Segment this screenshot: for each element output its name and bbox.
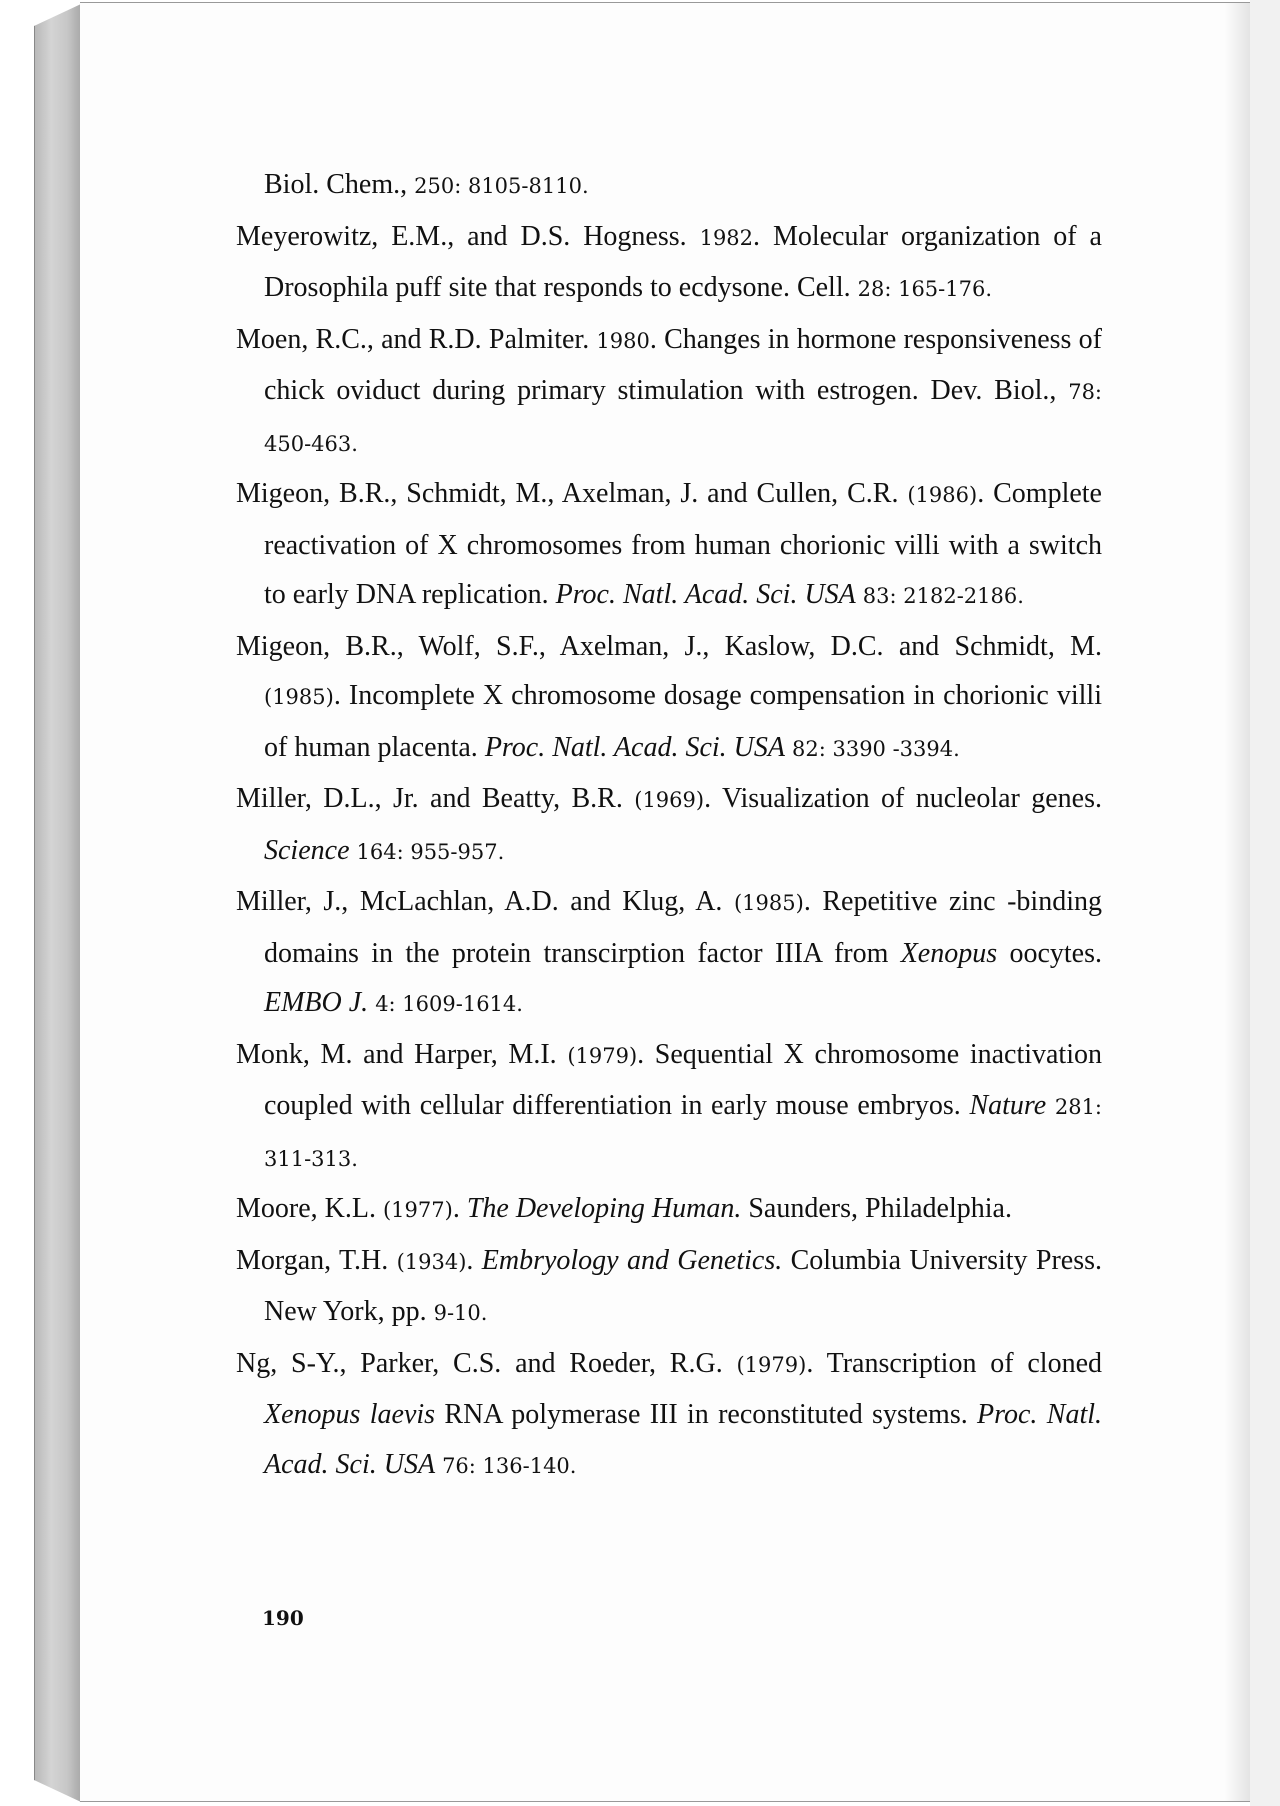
- reference-entry: [236, 160, 1102, 212]
- reference-text: Meyerowitz, E.M., and D.S. Hogness.: [236, 220, 700, 252]
- citation-number: 82: 3390 -3394.: [792, 736, 960, 761]
- reference-text: . Changes in hormone responsiveness of chick oviduct during primary stimulation with estrogen. Dev. Biol.,: [264, 323, 1102, 406]
- italic-text: Proc. Natl. Acad. Sci. USA: [555, 579, 856, 610]
- italic-text: Proc. Natl. Acad. Sci. USA: [264, 1399, 1102, 1480]
- reference-entry: [236, 877, 1102, 1030]
- reference-text: Migeon, B.R., Schmidt, M., Axelman, J. and Cullen, C.R.: [236, 478, 908, 509]
- italic-text: Science: [264, 834, 350, 866]
- citation-number: (1979): [736, 1352, 807, 1377]
- citation-number: (1977): [382, 1198, 453, 1222]
- book-spine: [34, 4, 81, 1802]
- reference-text: Miller, J., McLachlan, A.D. and Klug, A.: [236, 886, 734, 917]
- reference-text: Moen, R.C., and R.D. Palmiter.: [236, 323, 597, 355]
- reference-text: . Sequential X chromosome inactivation coupled with cellular differentiation in early mouse embryos.: [264, 1038, 1102, 1121]
- italic-text: Xenopus: [900, 937, 998, 969]
- reference-entry: [236, 315, 1102, 470]
- reference-text: Migeon, B.R., Wolf, S.F., Axelman, J., Kaslow, D.C. and Schmidt, M.: [236, 630, 1102, 662]
- citation-number: 4: 1609-1614.: [375, 992, 523, 1016]
- reference-entry: [236, 469, 1102, 622]
- reference-text: .: [466, 1244, 482, 1276]
- page-edge: [1250, 0, 1280, 1806]
- reference-entry: [236, 622, 1102, 775]
- reference-text: . Incomplete X chromosome dosage compensation in chorionic villi of human placenta.: [264, 680, 1102, 763]
- citation-number: (1986): [907, 483, 978, 507]
- reference-text: Miller, D.L., Jr. and Beatty, B.R.: [236, 783, 635, 814]
- page-shadow: [1224, 3, 1250, 1801]
- citation-number: (1985): [733, 891, 804, 915]
- citation-number: (1969): [634, 788, 705, 812]
- italic-text: EMBO J.: [264, 987, 369, 1018]
- reference-text: Monk, M. and Harper, M.I.: [236, 1038, 568, 1070]
- reference-text: [785, 732, 792, 763]
- italic-text: The Developing Human.: [466, 1193, 742, 1224]
- reference-text: Saunders, Philadelphia.: [741, 1193, 1012, 1224]
- reference-text: Ng, S-Y., Parker, C.S. and Roeder, R.G.: [236, 1347, 737, 1379]
- citation-number: 28: 165-176.: [857, 277, 993, 301]
- citation-number: (1985): [264, 685, 334, 709]
- reference-text: Morgan, T.H.: [236, 1244, 397, 1276]
- citation-number: 164: 955-957.: [356, 839, 505, 864]
- reference-entry: [236, 1030, 1102, 1185]
- citation-number: 1982: [699, 225, 754, 250]
- reference-text: [1046, 1090, 1055, 1121]
- reference-entry: [236, 1184, 1102, 1236]
- reference-text: Moore, K.L.: [236, 1193, 383, 1224]
- reference-text: . Visualization of nucleolar genes.: [704, 783, 1102, 814]
- page-number: 190: [262, 1606, 304, 1630]
- reference-text: . Complete reactivation of X chromosomes from human chorionic villi with a switch to early DNA replication.: [264, 478, 1102, 610]
- reference-entry: [236, 1236, 1102, 1339]
- italic-text: Xenopus laevis: [264, 1399, 436, 1430]
- citation-number: 1980: [596, 328, 650, 353]
- reference-text: [350, 835, 357, 866]
- italic-text: Proc. Natl. Acad. Sci. USA: [484, 731, 785, 763]
- citation-number: (1934): [396, 1249, 467, 1274]
- reference-text: Columbia University Press. New York, pp.: [264, 1244, 1103, 1327]
- reference-text: oocytes.: [997, 937, 1103, 969]
- reference-entry: [236, 1339, 1102, 1492]
- citation-number: (1979): [567, 1043, 638, 1068]
- citation-number: 9-10.: [433, 1301, 488, 1325]
- citation-number: 281: 311-313.: [264, 1095, 1103, 1171]
- reference-text: .: [452, 1193, 467, 1224]
- reference-text: . Transcription of cloned: [806, 1347, 1102, 1379]
- citation-number: 83: 2182-2186.: [862, 584, 1024, 608]
- reference-list: [236, 160, 1102, 1491]
- reference-text: . Molecular organization of a Drosophila puff site that responds to ecdysone. Cell.: [264, 220, 1102, 303]
- reference-entry: [236, 212, 1102, 315]
- reference-text: RNA polymerase III in reconstituted systems.: [435, 1399, 978, 1430]
- reference-text: [435, 1449, 442, 1480]
- citation-number: 76: 136-140.: [442, 1453, 577, 1478]
- italic-text: Embryology and Genetics.: [481, 1244, 783, 1276]
- reference-text: . Repetitive zinc -binding domains in the protein transcirption factor IIIA from: [264, 886, 1102, 969]
- italic-text: Nature: [969, 1090, 1047, 1121]
- citation-number: 250: 8105-8110.: [414, 174, 589, 198]
- reference-text: [856, 579, 863, 610]
- reference-entry: [236, 774, 1102, 877]
- reference-text: Biol. Chem.,: [264, 169, 415, 200]
- citation-number: 78: 450-463.: [264, 380, 1102, 456]
